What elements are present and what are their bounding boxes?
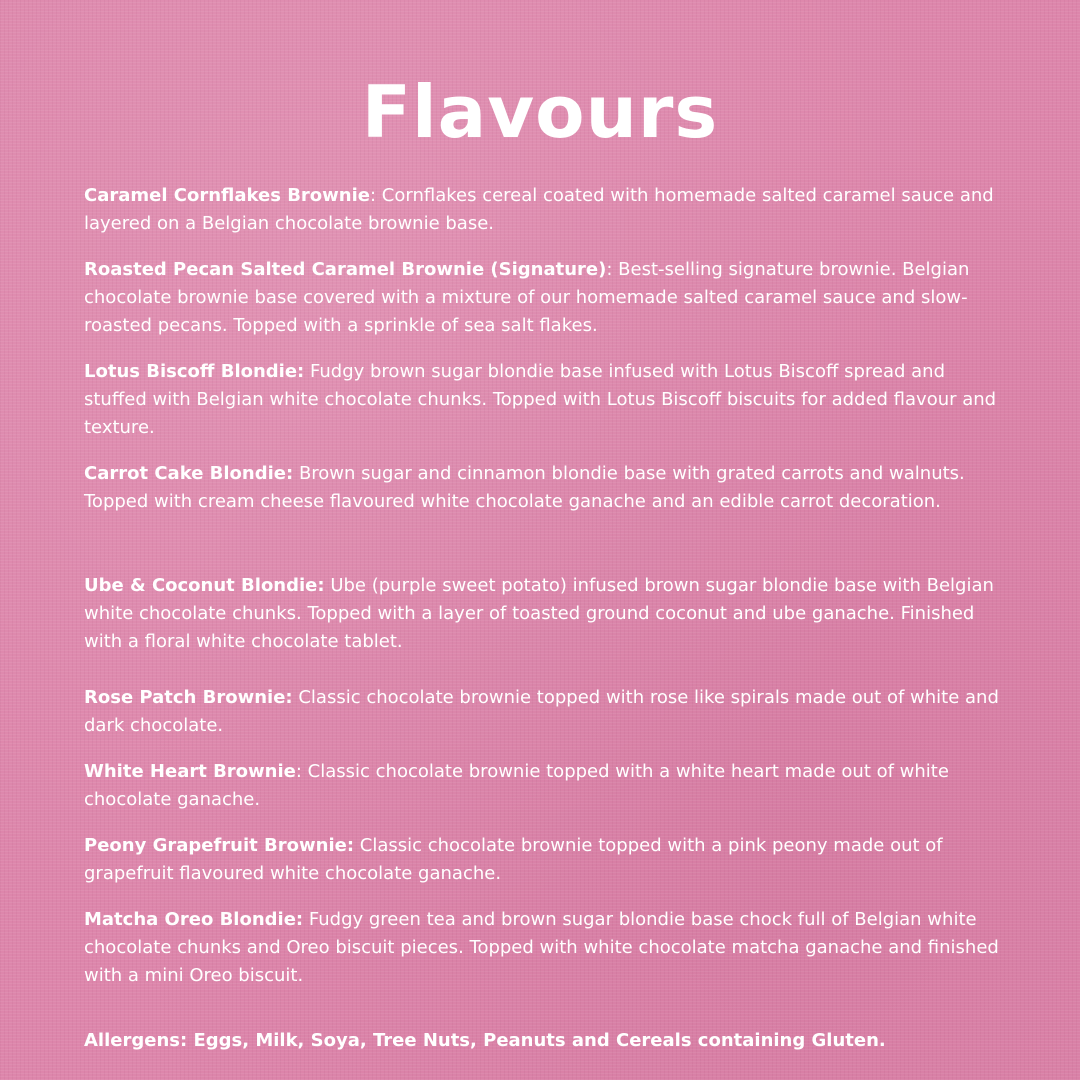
flavour-separator: : — [370, 185, 382, 206]
flavour-item-matcha-oreo-blondie — [84, 906, 1004, 990]
flavour-description: Brown sugar and cinnamon blondie base with grated carrots and walnuts. Topped with cream cheese flavoured white chocolate ganache and an edible carrot decoration. — [84, 463, 965, 512]
flavour-separator: : — [606, 259, 619, 280]
flavour-name: Carrot Cake Blondie: — [84, 463, 294, 484]
flavour-description: Cornflakes cereal coated with homemade salted caramel sauce and layered on a Belgian chocolate brownie base. — [84, 185, 994, 234]
flavour-item-rose-patch-brownie — [84, 684, 1004, 740]
flavour-item-ube-coconut-blondie — [84, 572, 1004, 656]
allergens-notice: Allergens: Eggs, Milk, Soya, Tree Nuts, Peanuts and Cereals containing Gluten. — [84, 1030, 886, 1051]
flavour-item-lotus-biscoff-blondie — [84, 358, 1004, 442]
flavour-item-white-heart-brownie — [84, 758, 1004, 814]
flavour-description: Classic chocolate brownie topped with rose like spirals made out of white and dark chocolate. — [84, 687, 999, 736]
flavour-name: Rose Patch Brownie: — [84, 687, 293, 708]
flavour-item-peony-grapefruit-brownie — [84, 832, 1004, 888]
flavour-description: Fudgy green tea and brown sugar blondie base chock full of Belgian white chocolate chunks and Oreo biscuit pieces. Topped with white chocolate matcha ganache and finished with a mini Oreo biscuit. — [84, 909, 999, 986]
flavour-name: Matcha Oreo Blondie: — [84, 909, 304, 930]
flavour-description: Classic chocolate brownie topped with a pink peony made out of grapefruit flavoured white chocolate ganache. — [84, 835, 943, 884]
flavour-item-carrot-cake-blondie — [84, 460, 1004, 516]
flavour-item-caramel-cornflakes-brownie — [84, 182, 1004, 238]
flavour-item-roasted-pecan-brownie — [84, 256, 1004, 340]
flavour-name: Peony Grapefruit Brownie: — [84, 835, 355, 856]
flavour-name: Ube & Coconut Blondie: — [84, 575, 325, 596]
flavour-name: Caramel Cornflakes Brownie — [84, 185, 370, 206]
flavour-separator: : — [295, 761, 308, 782]
flavour-description: Fudgy brown sugar blondie base infused with Lotus Biscoff spread and stuffed with Belgian white chocolate chunks. Topped with Lotus Biscoff biscuits for added flavour and texture. — [84, 361, 997, 438]
flavour-name: White Heart Brownie — [84, 761, 296, 782]
flavour-name: Roasted Pecan Salted Caramel Brownie (Signature) — [84, 259, 607, 280]
flavour-description: Classic chocolate brownie topped with a white heart made out of white chocolate ganache. — [84, 761, 949, 810]
flavour-name: Lotus Biscoff Blondie: — [84, 361, 305, 382]
flavour-description: Ube (purple sweet potato) infused brown sugar blondie base with Belgian white chocolate chunks. Topped with a layer of toasted ground coconut and ube ganache. Finished with a floral white chocolate tablet. — [84, 575, 994, 652]
flavour-description: Best-selling signature brownie. Belgian chocolate brownie base covered with a mixture of our homemade salted caramel sauce and slow-roasted pecans. Topped with a sprinkle of sea salt flakes. — [84, 259, 970, 336]
page-title: Flavours — [361, 70, 719, 154]
